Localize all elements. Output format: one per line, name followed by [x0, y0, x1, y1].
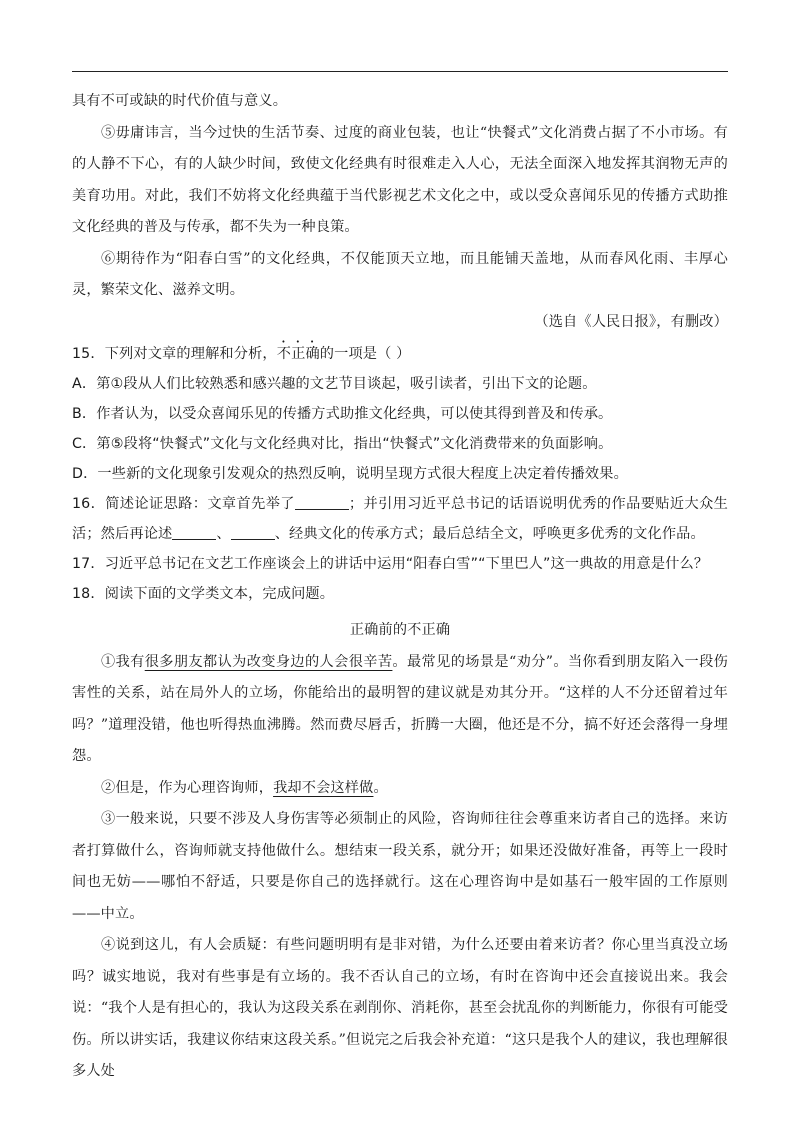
option-b: B．作者认为，以受众喜闻乐见的传播方式助推文化经典，可以使其得到普及和传承。	[72, 406, 613, 422]
option-c: C．第⑤段将“快餐式”文化与文化经典对比，指出“快餐式”文化消费带来的负面影响。	[72, 436, 613, 452]
question-15	[72, 338, 728, 369]
question-18	[72, 579, 728, 609]
question-text: 简述论证思路：文章首先举了	[105, 496, 295, 512]
question-text: 习近平总书记在文艺工作座谈会上的讲话中运用“阳春白雪”“下里巴人”这一典故的用意是什么？	[104, 556, 709, 572]
passage-b-paragraph-3: ③一般来说，只要不涉及人身伤害等必须制止的风险，咨询师往往会尊重来访者自己的选择。来访者打算做什么，咨询师就支持他做什么。想结束一段关系，就分开；如果还没做好准备，再等上一段时间也无妨——哪怕不舒适，只要是你自己的选择就行。这在心理咨询中是如基石一般牢固的工作原则——中立。	[72, 811, 728, 922]
question-number: 17．	[72, 556, 105, 572]
header-rule	[72, 71, 728, 72]
question-stem: 下列对文章的理解和分析，	[104, 346, 277, 362]
question-stem-end: 的一项是（ ）	[319, 346, 411, 362]
passage-a-continuation: 具有不可或缺的时代价值与意义。	[72, 93, 288, 109]
question-number: 16．	[72, 496, 106, 512]
option-d: D．一些新的文化现象引发观众的热烈反响，说明呈现方式很大程度上决定着传播效果。	[72, 466, 628, 482]
option-a: A．第①段从人们比较熟悉和感兴趣的文艺节目谈起，吸引读者，引出下文的论题。	[72, 376, 597, 392]
underlined-sentence: 很多朋友都认为改变身边的人会很辛苦	[144, 653, 393, 670]
text-run: 。最常见的场景是“劝分”。当你看到朋友陷入一段伤害性的关系，站在局外人的立场，你能给出的最明智的建议就是劝其分开。“这样的人不分还留着过年吗？”道理没错，他也听得热血沸腾。然而费尽唇舌，折腾一大圈，他还是不分，搞不好还会落得一身埋怨。	[72, 653, 729, 764]
question-text: 、经典文化的传承方式；最后总结全文，呼唤更多优秀的文化作品。	[274, 526, 705, 542]
text-run: 。	[373, 779, 388, 796]
answer-blank-1[interactable]	[295, 493, 349, 510]
question-16	[72, 489, 728, 549]
passage-b-paragraph-2	[72, 773, 728, 805]
passage-a-paragraph-6: ⑥期待作为“阳春白雪”的文化经典，不仅能顶天立地，而且能铺天盖地，从而春风化雨、丰厚心灵，繁荣文化、滋养文明。	[72, 250, 728, 298]
emphasis-text: 不正确	[276, 346, 320, 362]
document-body	[72, 86, 728, 1088]
question-text: ；并引用习近平总书记的话语说明优秀的作品要贴近大众生活；然后再论述	[72, 496, 728, 542]
passage-b-paragraph-4: ④说到这儿，有人会质疑：有些问题明明有是非对错，为什么还要由着来访者？你心里当真没立场吗？诚实地说，我对有些事是有立场的。我不否认自己的立场，有时在咨询中还会直接说出来。我会说：“我个人是有担心的，我认为这段关系在剥削你、消耗你，甚至会扰乱你的判断能力，你很有可能受伤。所以讲实话，我建议你结束这段关系。”但说完之后我会补充道：“这只是我个人的建议，我也理解很多人处	[72, 937, 728, 1079]
answer-blank-3[interactable]	[231, 523, 275, 540]
underlined-sentence: 我却不会这样做	[273, 779, 374, 796]
answer-blank-2[interactable]	[172, 523, 216, 540]
passage-a-source: （选自《人民日报》，有删改）	[534, 313, 728, 330]
text-run: ②但是，作为心理咨询师，	[101, 779, 274, 796]
question-17	[72, 549, 728, 579]
separator: 、	[216, 526, 231, 542]
passage-b-paragraph-1	[72, 647, 728, 773]
text-run: ①我有	[101, 653, 145, 670]
passage-b-title: 正确前的不正确	[349, 622, 451, 638]
passage-a-paragraph-5: ⑤毋庸讳言，当今过快的生活节奏、过度的商业包装，也让“快餐式”文化消费占据了不小市场。有的人静不下心，有的人缺少时间，致使文化经典有时很难走入人心，无法全面深入地发挥其润物无声的美育功用。对此，我们不妨将文化经典蕴于当代影视艺术文化之中，或以受众喜闻乐见的传播方式助推文化经典的普及与传承，都不失为一种良策。	[72, 124, 728, 235]
question-text: 阅读下面的文学类文本，完成问题。	[104, 586, 335, 602]
question-number: 15．	[72, 346, 105, 362]
question-number: 18．	[72, 586, 105, 602]
